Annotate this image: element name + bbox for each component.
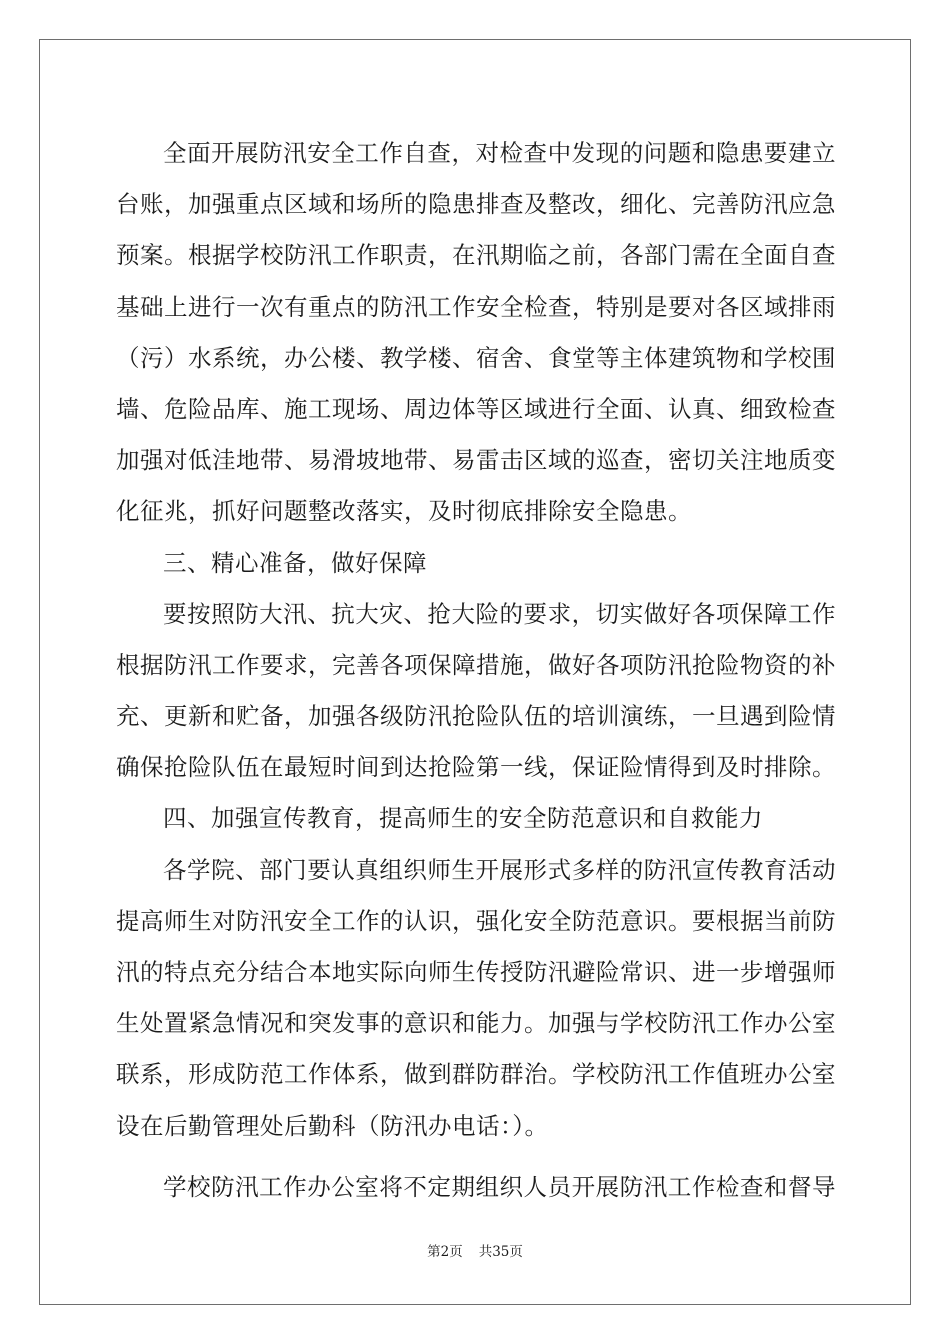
- paragraph-line: 汛的特点充分结合本地实际向师生传授防汛避险常识、进一步增强师: [116, 958, 836, 986]
- paragraph-line: 生处置紧急情况和突发事的意识和能力。加强与学校防汛工作办公室: [116, 1009, 836, 1038]
- paragraph-line: （污）水系统，办公楼、教学楼、宿舍、食堂等主体建筑物和学校围: [116, 343, 836, 372]
- paragraph-line: 提高师生对防汛安全工作的认识，强化安全防范意识。要根据当前防: [116, 906, 836, 935]
- paragraph-line: 全面开展防汛安全工作自查，对检查中发现的问题和隐患要建立: [163, 139, 836, 167]
- document-body: [116, 128, 836, 1213]
- paragraph-line: 要按照防大汛、抗大灾、抢大险的要求，切实做好各项保障工作: [163, 599, 836, 628]
- paragraph-line: 根据防汛工作要求，完善各项保障措施，做好各项防汛抢险物资的补: [116, 650, 836, 679]
- paragraph-line: 台账，加强重点区域和场所的隐患排查及整改，细化、完善防汛应急: [116, 190, 836, 219]
- page-total: 共35页: [478, 1244, 523, 1260]
- paragraph-line: 联系，形成防范工作体系，做到群防群治。学校防汛工作值班办公室: [116, 1060, 836, 1089]
- paragraph-line: 设在后勤管理处后勤科（防汛办电话：）。: [116, 1111, 549, 1140]
- section-heading: 四、加强宣传教育，提高师生的安全防范意识和自救能力: [163, 804, 763, 833]
- paragraph-line: 化征兆，抓好问题整改落实，及时彻底排除安全隐患。: [116, 497, 692, 526]
- paragraph-line: 墙、危险品库、施工现场、周边体等区域进行全面、认真、细致检查: [116, 394, 836, 423]
- paragraph-line: 加强对低洼地带、易滑坡地带、易雷击区域的巡查，密切关注地质变: [116, 446, 836, 475]
- paragraph-line: 各学院、部门要认真组织师生开展形式多样的防汛宣传教育活动: [163, 855, 836, 884]
- paragraph-line: 基础上进行一次有重点的防汛工作安全检查，特别是要对各区域排雨: [116, 292, 836, 321]
- page-footer: [0, 1240, 950, 1260]
- paragraph-line: 确保抢险队伍在最短时间到达抢险第一线，保证险情得到及时排除。: [116, 753, 836, 782]
- paragraph-line: 充、更新和贮备，加强各级防汛抢险队伍的培训演练，一旦遇到险情: [116, 702, 836, 731]
- paragraph-line: 学校防汛工作办公室将不定期组织人员开展防汛工作检查和督导: [163, 1172, 836, 1201]
- page-number: 第2页: [427, 1244, 463, 1260]
- paragraph-line: 预案。根据学校防汛工作职责，在汛期临之前，各部门需在全面自查: [116, 241, 836, 270]
- section-heading: 三、精心准备，做好保障: [163, 548, 427, 577]
